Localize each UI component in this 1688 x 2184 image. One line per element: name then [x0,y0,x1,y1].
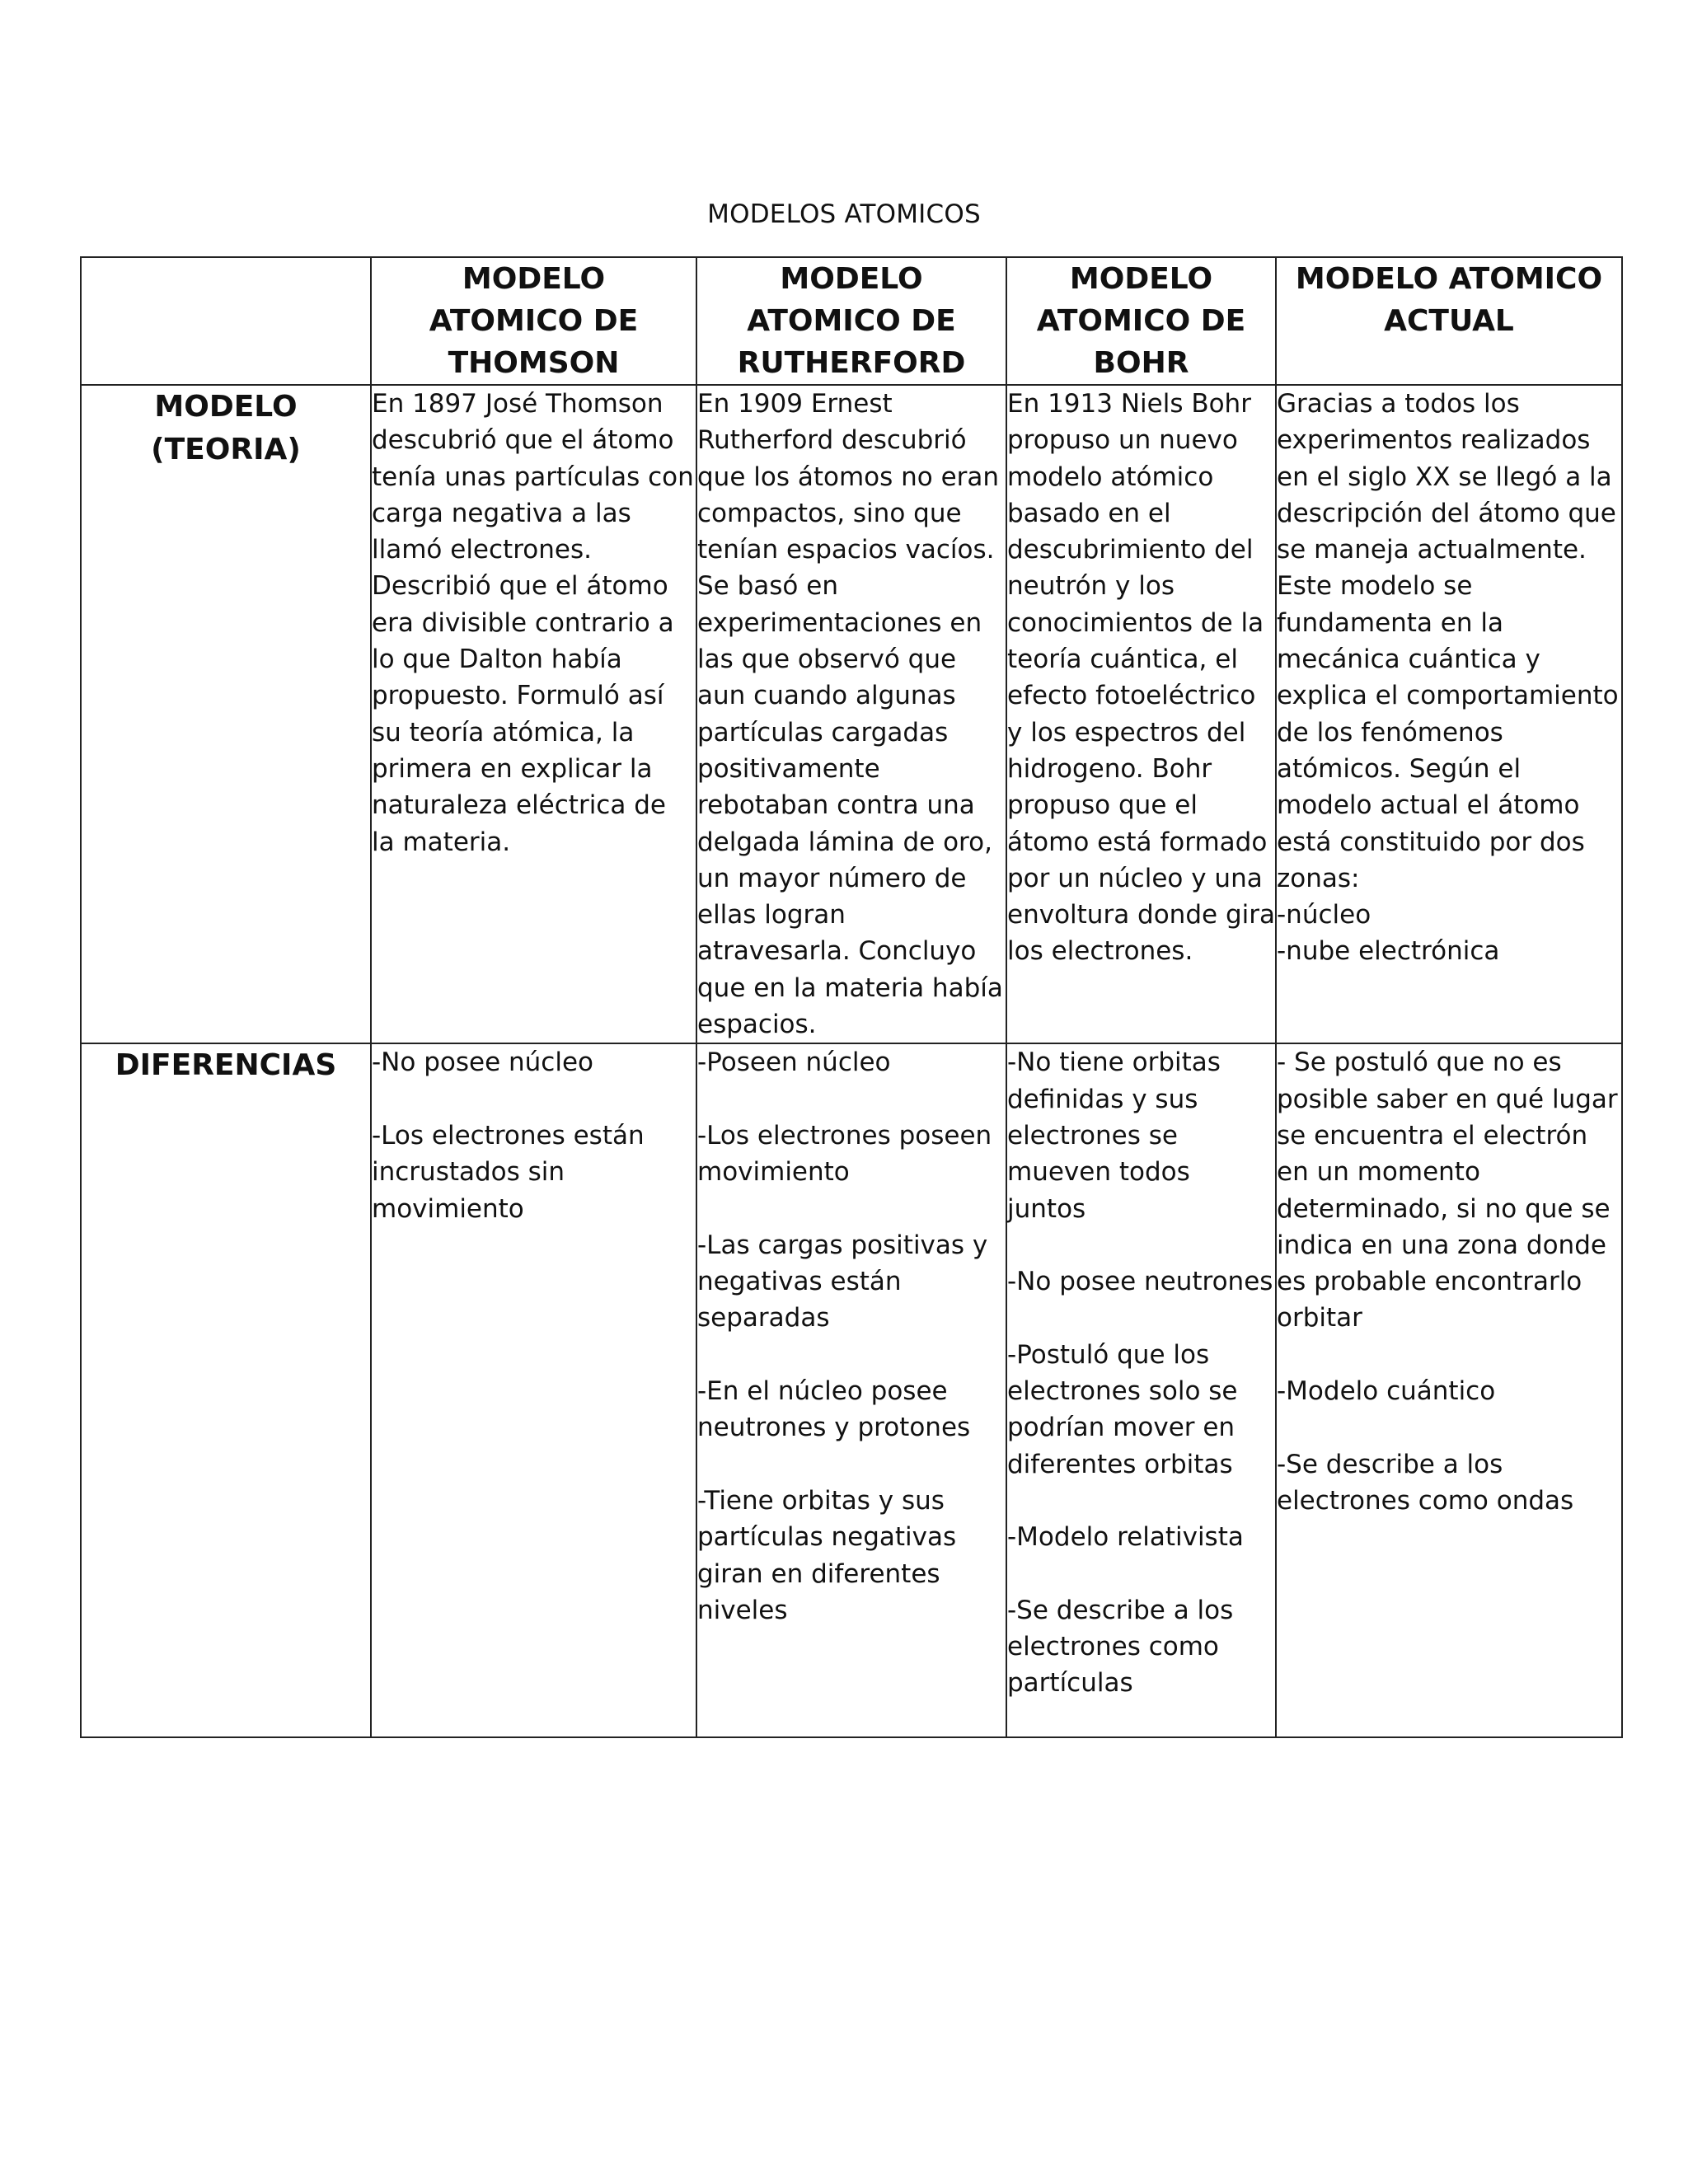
column-header-bohr [1006,257,1276,385]
cell-teoria-thomson: En 1897 José Thomson descubrió que el átomo tenía unas partículas con carga negativa a las llamó electrones. Describió que el átomo era divisible contrario a lo que Dalton había propuesto. Formuló así su teoría atómica, la primera en explicar la naturaleza eléctrica de la materia. [371,385,696,1043]
page-title: MODELOS ATOMICOS [707,199,981,229]
column-header-label: MODELO ATOMICO DE RUTHERFORD [737,262,966,380]
column-header-rutherford [696,257,1006,385]
cell-teoria-rutherford: En 1909 Ernest Rutherford descubrió que los átomos no eran compactos, sino que tenían espacios vacíos. Se basó en experimentaciones en las que observó que aun cuando algunas partículas cargadas positivamente rebotaban contra una delgada lámina de oro, un mayor número de ellas logran atravesarla. Concluyo que en la materia había espacios. [696,385,1006,1043]
table-row-diferencias [81,1043,1622,1737]
column-header-actual [1276,257,1622,385]
column-header-label: MODELO ATOMICO DE BOHR [1036,262,1246,380]
cell-teoria-bohr: En 1913 Niels Bohr propuso un nuevo modelo atómico basado en el descubrimiento del neutrón y los conocimientos de la teoría cuántica, el efecto fotoeléctrico y los espectros del hidrogeno. Bohr propuso que el átomo está formado por un núcleo y una envoltura donde gira los electrones. [1006,385,1276,1043]
cell-diferencias-actual: - Se postuló que no es posible saber en qué lugar se encuentra el electrón en un momento determinado, si no que se indica en una zona donde es probable encontrarlo orbitar -Modelo cuántico -Se describe a los electrones como ondas [1276,1043,1622,1737]
atomic-models-table [80,256,1623,1738]
cell-diferencias-rutherford: -Poseen núcleo -Los electrones poseen movimiento -Las cargas positivas y negativas están separadas -En el núcleo posee neutrones y protones -Tiene orbitas y sus partículas negativas giran en diferentes niveles [696,1043,1006,1737]
cell-teoria-actual: Gracias a todos los experimentos realizados en el siglo XX se llegó a la descripción del átomo que se maneja actualmente. Este modelo se fundamenta en la mecánica cuántica y explica el comportamiento de los fenómenos atómicos. Según el modelo actual el átomo está constituido por dos zonas: -núcleo -nube electrónica [1276,385,1622,1043]
header-empty-cell [81,257,371,385]
column-header-label: MODELO ATOMICO DE THOMSON [429,262,639,380]
column-header-thomson [371,257,696,385]
row-header-teoria: MODELO (TEORIA) [81,385,371,1043]
row-header-diferencias: DIFERENCIAS [81,1043,371,1737]
cell-diferencias-thomson: -No posee núcleo -Los electrones están incrustados sin movimiento [371,1043,696,1737]
table-row-teoria [81,385,1622,1043]
cell-diferencias-bohr: -No tiene orbitas definidas y sus electrones se mueven todos juntos -No posee neutrones -Postuló que los electrones solo se podrían mover en diferentes orbitas -Modelo relativista -Se describe a los electrones como partículas [1006,1043,1276,1737]
table-header-row [81,257,1622,385]
column-header-label: MODELO ATOMICO ACTUAL [1295,262,1603,338]
